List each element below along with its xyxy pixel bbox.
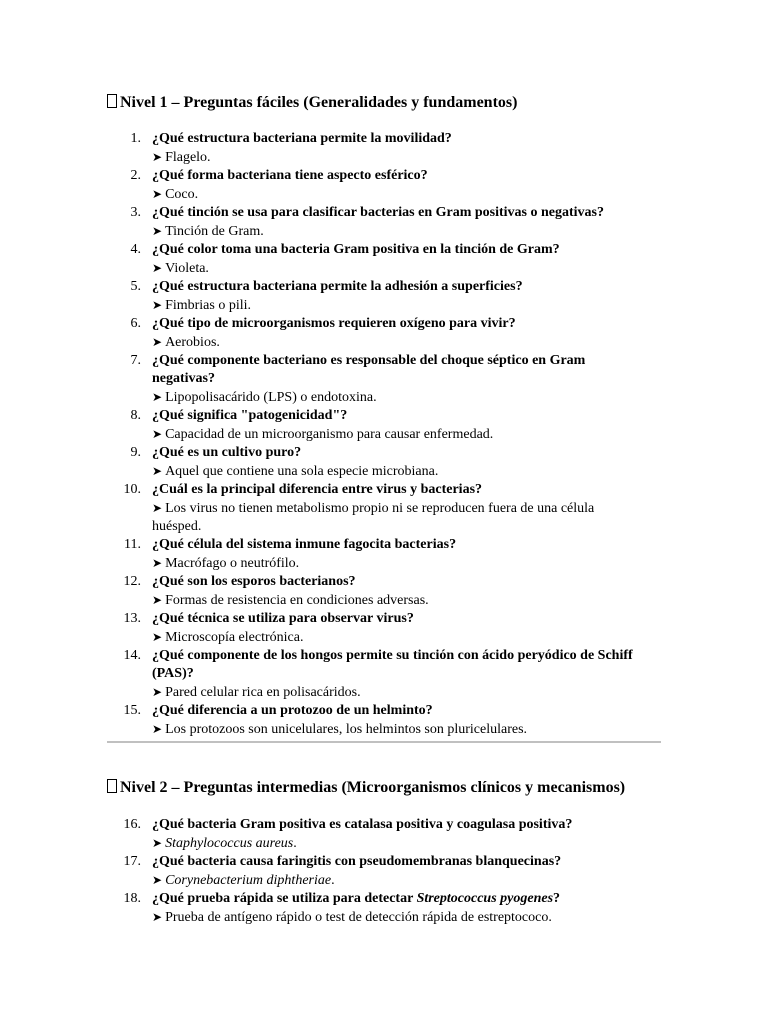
question-text: ¿Qué tinción se usa para clasificar bacterias en Gram positivas o negativas? — [152, 205, 604, 220]
answer — [152, 425, 637, 444]
answer-text: Los virus no tienen metabolismo propio ni se reproducen fuera de una célula huésped. — [152, 501, 595, 534]
answer-text: Lipopolisacárido (LPS) o endotoxina. — [165, 390, 377, 405]
arrow-icon: ➤ — [152, 910, 163, 924]
answer-text: Violeta. — [165, 261, 209, 276]
answer-text: Flagelo. — [165, 150, 211, 165]
answer — [152, 720, 637, 739]
answer-text-italic: Corynebacterium diphtheriae — [165, 873, 332, 888]
list-item — [107, 890, 637, 927]
answer — [152, 259, 637, 278]
list-item — [107, 647, 637, 702]
arrow-icon: ➤ — [152, 630, 163, 644]
section-2-heading — [107, 778, 625, 798]
question-text: ¿Qué estructura bacteriana permite la movilidad? — [152, 131, 452, 146]
item-number: 10. — [123, 482, 141, 497]
answer — [152, 148, 637, 167]
item-number: 14. — [123, 648, 141, 663]
arrow-icon: ➤ — [152, 556, 163, 570]
arrow-icon: ➤ — [152, 298, 163, 312]
question-text: ¿Qué célula del sistema inmune fagocita bacterias? — [152, 537, 457, 552]
arrow-icon: ➤ — [152, 685, 163, 699]
list-item — [107, 536, 637, 573]
question-text-italic: Streptococcus pyogenes — [416, 891, 554, 906]
list-item — [107, 702, 637, 739]
list-item — [107, 407, 637, 444]
question-text: ¿Qué bacteria causa faringitis con pseudomembranas blanquecinas? — [152, 854, 562, 869]
question-text: ¿Qué son los esporos bacterianos? — [152, 574, 356, 589]
item-number: 8. — [130, 408, 141, 423]
arrow-icon: ➤ — [152, 722, 163, 736]
item-number: 3. — [130, 205, 141, 220]
answer-text: Tinción de Gram. — [165, 224, 264, 239]
list-item — [107, 352, 637, 407]
list-item — [107, 278, 637, 315]
item-number: 5. — [130, 279, 141, 294]
question-text: ¿Qué técnica se utiliza para observar virus? — [152, 611, 414, 626]
answer-text: Capacidad de un microorganismo para causar enfermedad. — [165, 427, 494, 442]
item-number: 1. — [130, 131, 141, 146]
answer-text: Aerobios. — [165, 335, 220, 350]
question-text: ¿Qué forma bacteriana tiene aspecto esférico? — [152, 168, 428, 183]
answer-text: Coco. — [165, 187, 199, 202]
answer-text: Prueba de antígeno rápido o test de detección rápida de estreptococo. — [165, 910, 552, 925]
question-text-post: ? — [553, 891, 561, 906]
list-item — [107, 573, 637, 610]
answer — [152, 462, 637, 481]
answer — [152, 834, 637, 853]
item-number: 17. — [123, 854, 141, 869]
item-number: 13. — [123, 611, 141, 626]
answer — [152, 554, 637, 573]
item-number: 7. — [130, 353, 141, 368]
question-text: ¿Cuál es la principal diferencia entre virus y bacterias? — [152, 482, 483, 497]
answer — [152, 683, 637, 702]
item-number: 16. — [123, 817, 141, 832]
question-text: ¿Qué componente bacteriano es responsable del choque séptico en Gram negativas? — [152, 353, 586, 386]
section-2-question-list — [107, 816, 637, 927]
item-number: 15. — [123, 703, 141, 718]
answer-text-italic: Staphylococcus aureus — [165, 836, 294, 851]
item-number: 9. — [130, 445, 141, 460]
list-item — [107, 610, 637, 647]
list-item — [107, 481, 637, 536]
list-item — [107, 315, 637, 352]
answer-text-tail: . — [331, 873, 335, 888]
answer — [152, 628, 637, 647]
list-item — [107, 204, 637, 241]
list-item — [107, 167, 637, 204]
section-1-question-list — [107, 130, 637, 739]
list-item — [107, 130, 637, 167]
item-number: 2. — [130, 168, 141, 183]
answer — [152, 333, 637, 352]
item-number: 6. — [130, 316, 141, 331]
section-1-title: Nivel 1 – Preguntas fáciles (Generalidades y fundamentos) — [120, 94, 518, 111]
answer-text: Microscopía electrónica. — [165, 630, 304, 645]
item-number: 12. — [123, 574, 141, 589]
question-text: ¿Qué color toma una bacteria Gram positiva en la tinción de Gram? — [152, 242, 560, 257]
list-item — [107, 444, 637, 481]
list-item — [107, 853, 637, 890]
question-text: ¿Qué estructura bacteriana permite la adhesión a superficies? — [152, 279, 523, 294]
arrow-icon: ➤ — [152, 224, 163, 238]
question-text: ¿Qué componente de los hongos permite su tinción con ácido peryódico de Schiff (PAS)? — [152, 648, 633, 681]
answer-text: Pared celular rica en polisacáridos. — [165, 685, 361, 700]
list-item — [107, 241, 637, 278]
question-text: ¿Qué es un cultivo puro? — [152, 445, 302, 460]
question-text — [152, 890, 637, 908]
list-item — [107, 816, 637, 853]
answer — [152, 591, 637, 610]
arrow-icon: ➤ — [152, 427, 163, 441]
question-text: ¿Qué significa "patogenicidad"? — [152, 408, 348, 423]
answer — [152, 185, 637, 204]
arrow-icon: ➤ — [152, 335, 163, 349]
answer-text: Fimbrias o pili. — [165, 298, 252, 313]
arrow-icon: ➤ — [152, 593, 163, 607]
question-text: ¿Qué bacteria Gram positiva es catalasa positiva y coagulasa positiva? — [152, 817, 573, 832]
section-1-heading — [107, 93, 517, 113]
item-number: 4. — [130, 242, 141, 257]
arrow-icon: ➤ — [152, 464, 163, 478]
answer — [152, 388, 637, 407]
item-number: 11. — [124, 537, 141, 552]
section-2-title: Nivel 2 – Preguntas intermedias (Microorganismos clínicos y mecanismos) — [120, 779, 626, 796]
answer — [152, 222, 637, 241]
arrow-icon: ➤ — [152, 150, 163, 164]
answer — [152, 871, 637, 890]
missing-glyph-icon — [107, 94, 117, 108]
answer-text: Formas de resistencia en condiciones adversas. — [165, 593, 429, 608]
answer — [152, 296, 637, 315]
answer-text: Los protozoos son unicelulares, los helmintos son pluricelulares. — [165, 722, 528, 737]
question-text: ¿Qué tipo de microorganismos requieren oxígeno para vivir? — [152, 316, 516, 331]
answer-text-tail: . — [293, 836, 297, 851]
answer-text: Macrófago o neutrófilo. — [165, 556, 300, 571]
question-text-pre: ¿Qué prueba rápida se utiliza para detectar — [152, 891, 417, 906]
arrow-icon: ➤ — [152, 836, 163, 850]
missing-glyph-icon — [107, 779, 117, 793]
arrow-icon: ➤ — [152, 187, 163, 201]
item-number: 18. — [123, 891, 141, 906]
arrow-icon: ➤ — [152, 390, 163, 404]
answer-text: Aquel que contiene una sola especie microbiana. — [165, 464, 439, 479]
arrow-icon: ➤ — [152, 261, 163, 275]
question-text: ¿Qué diferencia a un protozoo de un helminto? — [152, 703, 433, 718]
arrow-icon: ➤ — [152, 501, 163, 515]
answer — [152, 908, 637, 927]
answer — [152, 499, 637, 536]
horizontal-divider — [107, 741, 661, 743]
arrow-icon: ➤ — [152, 873, 163, 887]
